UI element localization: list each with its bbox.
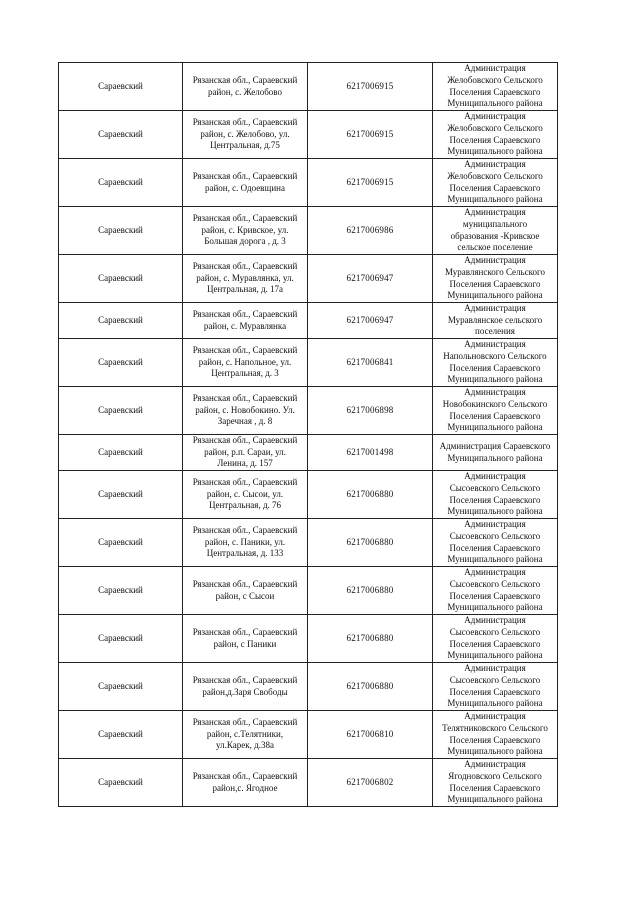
table-row [59,471,558,519]
table-row [59,663,558,711]
table-row [59,519,558,567]
address-cell: Рязанская обл., Сараевский район, с. Напольное, ул. Центральная, д. 3 [183,339,308,387]
administration-cell: Администрация Сараевского Муниципального района [433,435,558,471]
administration-cell: Администрация Сысоевского Сельского Поселения Сараевского Муниципального района [433,471,558,519]
table-body [59,63,558,807]
address-cell: Рязанская обл., Сараевский район, с Сысои [183,567,308,615]
district-cell: Сараевский [59,339,183,387]
inn-cell: 6217006841 [308,339,433,387]
table-row [59,339,558,387]
address-cell: Рязанская обл., Сараевский район, с. Сысои, ул. Центральная, д. 76 [183,471,308,519]
address-cell: Рязанская обл., Сараевский район, с. Муравлянка, ул. Центральная, д. 17а [183,255,308,303]
table-row [59,111,558,159]
address-cell: Рязанская обл., Сараевский район,д.Заря Свободы [183,663,308,711]
table-row [59,207,558,255]
inn-cell: 6217006880 [308,663,433,711]
administration-cell: Администрация Сысоевского Сельского Поселения Сараевского Муниципального района [433,615,558,663]
table-row [59,567,558,615]
address-cell: Рязанская обл., Сараевский район, с. Одоевщина [183,159,308,207]
table-row [59,303,558,339]
address-cell: Рязанская обл., Сараевский район, с Паники [183,615,308,663]
address-cell: Рязанская обл., Сараевский район, р.п. Сараи, ул. Ленина, д. 157 [183,435,308,471]
inn-cell: 6217006915 [308,159,433,207]
district-cell: Сараевский [59,63,183,111]
district-cell: Сараевский [59,255,183,303]
organizations-table [58,62,558,807]
administration-cell: Администрация Сысоевского Сельского Поселения Сараевского Муниципального района [433,519,558,567]
address-cell: Рязанская обл., Сараевский район,с. Ягодное [183,759,308,807]
inn-cell: 6217006947 [308,255,433,303]
district-cell: Сараевский [59,387,183,435]
administration-cell: Администрация Сысоевского Сельского Поселения Сараевского Муниципального района [433,567,558,615]
administration-cell: Администрация Новобокинского Сельского Поселения Сараевского Муниципального района [433,387,558,435]
table-row [59,759,558,807]
inn-cell: 6217006986 [308,207,433,255]
district-cell: Сараевский [59,711,183,759]
inn-cell: 6217006880 [308,567,433,615]
inn-cell: 6217006810 [308,711,433,759]
address-cell: Рязанская обл., Сараевский район, с. Паники, ул. Центральная, д. 133 [183,519,308,567]
address-cell: Рязанская обл., Сараевский район, с. Кривское, ул. Большая дорога , д. 3 [183,207,308,255]
administration-cell: Администрация Муравлянского Сельского Поселения Сараевского Муниципального района [433,255,558,303]
district-cell: Сараевский [59,759,183,807]
administration-cell: Администрация Сысоевского Сельского Поселения Сараевского Муниципального района [433,663,558,711]
administration-cell: Администрация Телятниковского Сельского Поселения Сараевского Муниципального района [433,711,558,759]
district-cell: Сараевский [59,207,183,255]
address-cell: Рязанская обл., Сараевский район, с. Желобово, ул. Центральная, д.75 [183,111,308,159]
district-cell: Сараевский [59,567,183,615]
district-cell: Сараевский [59,111,183,159]
inn-cell: 6217006915 [308,63,433,111]
address-cell: Рязанская обл., Сараевский район, с.Телятники, ул.Карек, д.38а [183,711,308,759]
district-cell: Сараевский [59,471,183,519]
inn-cell: 6217006915 [308,111,433,159]
district-cell: Сараевский [59,663,183,711]
table-row [59,159,558,207]
administration-cell: Администрация Желобовского Сельского Поселения Сараевского Муниципального района [433,111,558,159]
inn-cell: 6217006802 [308,759,433,807]
table-row [59,63,558,111]
address-cell: Рязанская обл., Сараевский район, с. Желобово [183,63,308,111]
inn-cell: 6217006898 [308,387,433,435]
administration-cell: Администрация Желобовского Сельского Поселения Сараевского Муниципального района [433,63,558,111]
administration-cell: Администрация муниципального образования -Кривское сельское поселение [433,207,558,255]
inn-cell: 6217006880 [308,519,433,567]
district-cell: Сараевский [59,519,183,567]
administration-cell: Администрация Муравлянское сельского поселения [433,303,558,339]
district-cell: Сараевский [59,159,183,207]
district-cell: Сараевский [59,435,183,471]
district-cell: Сараевский [59,303,183,339]
table-row [59,255,558,303]
administration-cell: Администрация Ягодновского Сельского Поселения Сараевского Муниципального района [433,759,558,807]
inn-cell: 6217006947 [308,303,433,339]
table-row [59,387,558,435]
table-row [59,711,558,759]
inn-cell: 6217001498 [308,435,433,471]
inn-cell: 6217006880 [308,471,433,519]
inn-cell: 6217006880 [308,615,433,663]
table-row [59,615,558,663]
table-row [59,435,558,471]
administration-cell: Администрация Желобовского Сельского Поселения Сараевского Муниципального района [433,159,558,207]
district-cell: Сараевский [59,615,183,663]
address-cell: Рязанская обл., Сараевский район, с. Новобокино. Ул. Заречная , д. 8 [183,387,308,435]
address-cell: Рязанская обл., Сараевский район, с. Муравлянка [183,303,308,339]
administration-cell: Администрация Напольновского Сельского Поселения Сараевского Муниципального района [433,339,558,387]
